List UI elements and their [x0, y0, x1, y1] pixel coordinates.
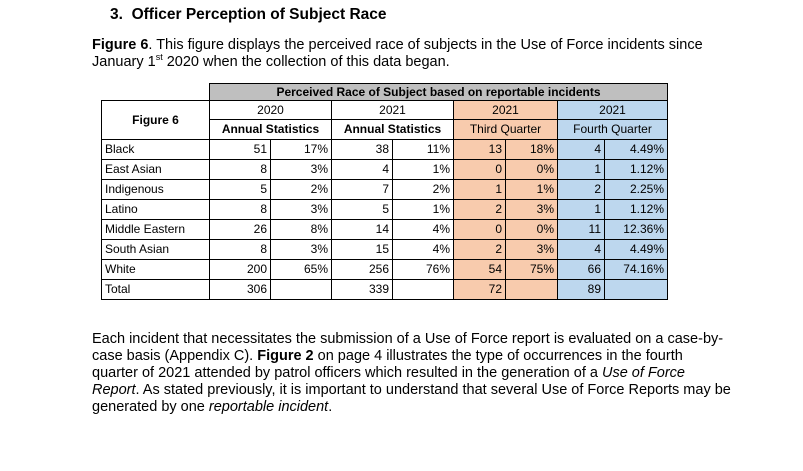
column-year-2021-annual: 2021	[332, 101, 454, 120]
column-subtitle-2021-q4: Fourth Quarter	[558, 120, 668, 140]
percent-cell: 17%	[271, 140, 332, 160]
percent-cell: 4.49%	[605, 240, 668, 260]
percent-cell	[271, 280, 332, 300]
count-cell: 5	[332, 200, 393, 220]
column-subtitle-2021-q3: Third Quarter	[454, 120, 558, 140]
count-cell: 8	[210, 160, 271, 180]
percent-cell: 0%	[506, 160, 558, 180]
body-paragraph	[92, 331, 732, 416]
count-cell: 54	[454, 260, 506, 280]
section-number: 3.	[110, 6, 123, 23]
count-cell: 2	[454, 200, 506, 220]
percent-cell: 1.12%	[605, 200, 668, 220]
caption-text-pre: . This figure displays the perceived race of subjects in the Use of Force incidents since January 1	[92, 37, 703, 70]
table-row	[102, 220, 668, 240]
section-title: Officer Perception of Subject Race	[131, 6, 387, 23]
count-cell: 66	[558, 260, 605, 280]
percent-cell: 8%	[271, 220, 332, 240]
count-cell: 4	[558, 240, 605, 260]
paragraph-text-1: Each incident that necessitates the submission of a Use of Force report is evaluated on a case-by-case basis (Appendix C).	[92, 331, 724, 364]
figure-label: Figure 6	[92, 37, 149, 53]
count-cell: 1	[454, 180, 506, 200]
count-cell: 5	[210, 180, 271, 200]
table-row	[102, 260, 668, 280]
table-row	[102, 200, 668, 220]
count-cell: 89	[558, 280, 605, 300]
table-row	[102, 280, 668, 300]
row-label: East Asian	[102, 160, 210, 180]
count-cell: 1	[558, 160, 605, 180]
percent-cell: 11%	[393, 140, 454, 160]
count-cell: 51	[210, 140, 271, 160]
percent-cell: 2.25%	[605, 180, 668, 200]
table-row	[102, 160, 668, 180]
percent-cell: 4%	[393, 240, 454, 260]
row-label: Total	[102, 280, 210, 300]
race-statistics-table	[101, 83, 668, 300]
count-cell: 72	[454, 280, 506, 300]
percent-cell: 1%	[393, 200, 454, 220]
percent-cell: 4.49%	[605, 140, 668, 160]
column-year-2020: 2020	[210, 101, 332, 120]
count-cell: 11	[558, 220, 605, 240]
count-cell: 200	[210, 260, 271, 280]
percent-cell: 2%	[271, 180, 332, 200]
count-cell: 8	[210, 240, 271, 260]
row-label: Black	[102, 140, 210, 160]
count-cell: 339	[332, 280, 393, 300]
count-cell: 14	[332, 220, 393, 240]
figure-caption	[92, 37, 732, 71]
percent-cell	[506, 280, 558, 300]
percent-cell: 3%	[506, 200, 558, 220]
row-label: White	[102, 260, 210, 280]
count-cell: 256	[332, 260, 393, 280]
column-subtitle-2021-annual: Annual Statistics	[332, 120, 454, 140]
percent-cell: 18%	[506, 140, 558, 160]
row-label: Indigenous	[102, 180, 210, 200]
figure-reference: Figure 2	[257, 348, 314, 364]
percent-cell: 2%	[393, 180, 454, 200]
percent-cell	[393, 280, 454, 300]
percent-cell: 3%	[271, 200, 332, 220]
percent-cell: 76%	[393, 260, 454, 280]
row-label: Middle Eastern	[102, 220, 210, 240]
count-cell: 4	[558, 140, 605, 160]
count-cell: 0	[454, 160, 506, 180]
section-heading	[110, 6, 387, 24]
paragraph-text-4: .	[328, 399, 333, 415]
row-label: Latino	[102, 200, 210, 220]
caption-text-post: 2020 when the collection of this data began.	[162, 54, 450, 70]
percent-cell: 3%	[271, 160, 332, 180]
caption-superscript: st	[155, 52, 163, 63]
percent-cell: 3%	[506, 240, 558, 260]
percent-cell: 1%	[393, 160, 454, 180]
paragraph-text-2: on page 4 illustrates the type of occurrences in the fourth quarter of 2021 attended by patrol officers which resulted in the generation of a	[92, 348, 683, 381]
percent-cell: 4%	[393, 220, 454, 240]
paragraph-text-3: . As stated previously, it is important to understand that several Use of Force Reports may be generated by one	[92, 382, 731, 415]
paragraph-emphasis-2: reportable incident	[208, 399, 329, 415]
column-subtitle-2020: Annual Statistics	[210, 120, 332, 140]
table-row	[102, 240, 668, 260]
count-cell: 4	[332, 160, 393, 180]
table-row	[102, 140, 668, 160]
row-label: South Asian	[102, 240, 210, 260]
column-year-2021-q4: 2021	[558, 101, 668, 120]
count-cell: 0	[454, 220, 506, 240]
table-banner: Perceived Race of Subject based on reportable incidents	[210, 84, 668, 101]
count-cell: 38	[332, 140, 393, 160]
percent-cell: 1.12%	[605, 160, 668, 180]
paragraph-emphasis-1: Use of Force Report	[92, 365, 685, 398]
table-row	[102, 180, 668, 200]
count-cell: 15	[332, 240, 393, 260]
percent-cell: 65%	[271, 260, 332, 280]
percent-cell: 75%	[506, 260, 558, 280]
count-cell: 26	[210, 220, 271, 240]
count-cell: 2	[454, 240, 506, 260]
column-year-2021-q3: 2021	[454, 101, 558, 120]
count-cell: 8	[210, 200, 271, 220]
percent-cell: 1%	[506, 180, 558, 200]
percent-cell	[605, 280, 668, 300]
count-cell: 7	[332, 180, 393, 200]
count-cell: 13	[454, 140, 506, 160]
count-cell: 1	[558, 200, 605, 220]
count-cell: 306	[210, 280, 271, 300]
percent-cell: 74.16%	[605, 260, 668, 280]
percent-cell: 12.36%	[605, 220, 668, 240]
percent-cell: 3%	[271, 240, 332, 260]
count-cell: 2	[558, 180, 605, 200]
percent-cell: 0%	[506, 220, 558, 240]
row-header-label: Figure 6	[102, 101, 210, 140]
